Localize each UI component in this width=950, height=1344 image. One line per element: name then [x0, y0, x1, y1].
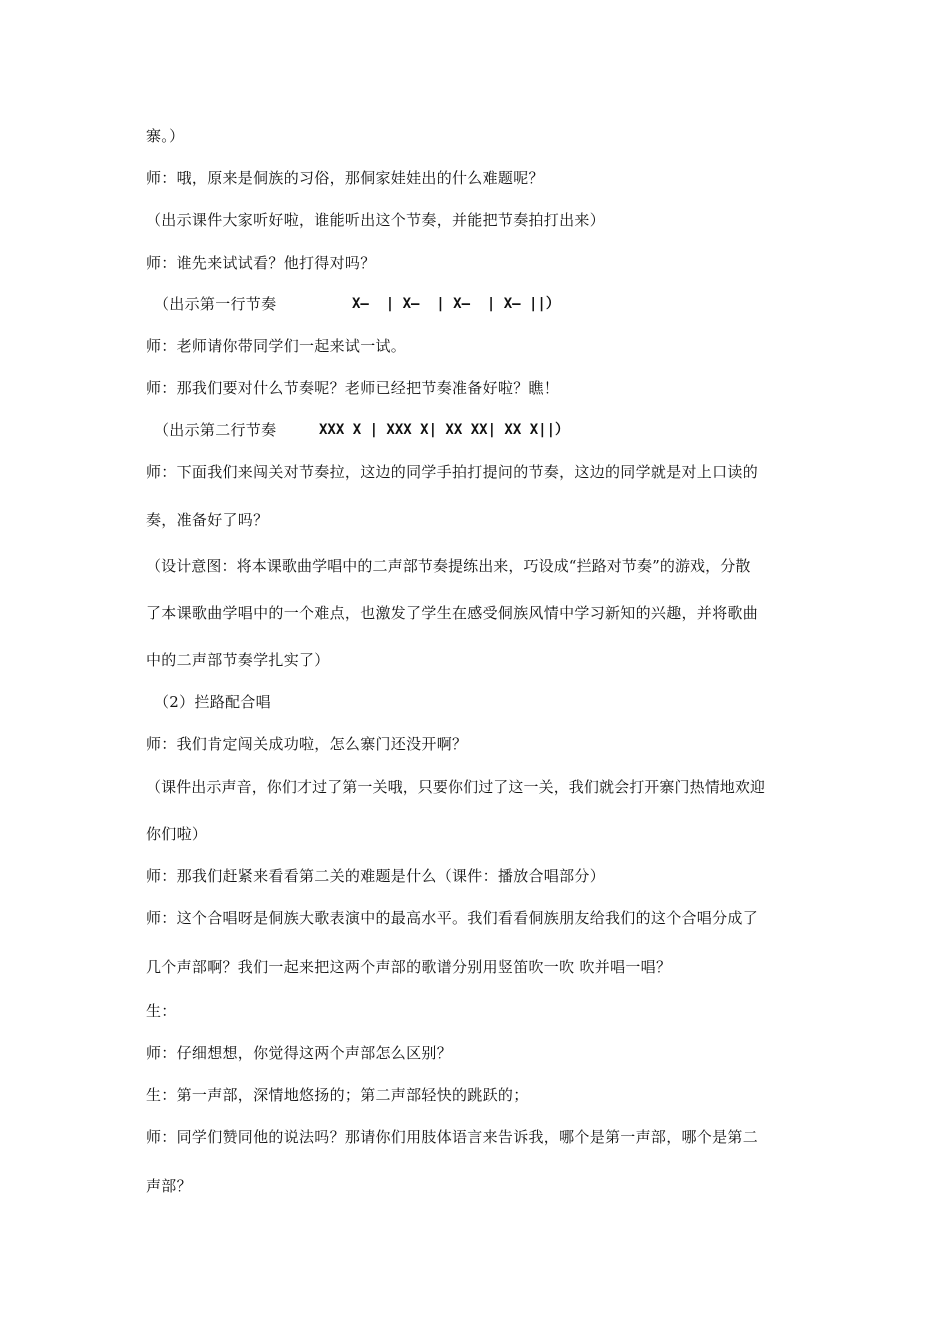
text-line: 你们啦）	[146, 825, 208, 843]
text-line: 师：谁先来试试看？他打得对吗？	[146, 254, 376, 272]
text-line: 师：那我们赶紧来看看第二关的难题是什么（课件：播放合唱部分）	[146, 867, 606, 885]
text-line: 师：老师请你带同学们一起来试一试。	[146, 337, 407, 355]
text-line: 中的二声部节奏学扎实了）	[146, 651, 330, 669]
text-line: （2）拦路配合唱	[154, 693, 271, 711]
text-line: 声部？	[146, 1177, 192, 1195]
text-line: 生：	[146, 1002, 177, 1020]
text-line: （出示第二行节奏	[154, 421, 277, 439]
rhythm-line-1: X— | X— | X— | X— ||）	[352, 296, 560, 312]
text-line: 师：哦，原来是侗族的习俗，那侗家娃娃出的什么难题呢？	[146, 169, 544, 187]
text-line: 寨。）	[146, 127, 185, 145]
text-line: （设计意图：将本课歌曲学唱中的二声部节奏提练出来，巧设成“拦路对节奏”的游戏，分散	[146, 557, 751, 575]
text-line: （出示课件大家听好啦，谁能听出这个节奏，并能把节奏拍打出来）	[146, 211, 606, 229]
text-line: （出示第一行节奏	[154, 295, 277, 313]
text-line: 师：这个合唱呀是侗族大歌表演中的最高水平。我们看看侗族朋友给我们的这个合唱分成了	[146, 909, 759, 927]
text-line: （课件出示声音，你们才过了第一关哦，只要你们过了这一关，我们就会打开寨门热情地欢迎	[146, 778, 766, 796]
text-line: 几个声部啊？我们一起来把这两个声部的歌谱分别用竖笛吹一吹 吹并唱一唱？	[146, 958, 672, 976]
text-line: 师：下面我们来闯关对节奏拉，这边的同学手拍打提问的节奏，这边的同学就是对上口读的	[146, 463, 759, 481]
text-line: 了本课歌曲学唱中的一个难点，也激发了学生在感受侗族风情中学习新知的兴趣，并将歌曲	[146, 604, 759, 622]
text-line: 师：那我们要对什么节奏呢？老师已经把节奏准备好啦？瞧！	[146, 379, 560, 397]
text-line: 生：第一声部，深情地悠扬的；第二声部轻快的跳跃的；	[146, 1086, 529, 1104]
text-line: 奏，准备好了吗？	[146, 511, 269, 529]
rhythm-line-2: XXX X | XXX X| XX XX| XX X||）	[319, 422, 570, 438]
text-line: 师：仔细想想，你觉得这两个声部怎么区别？	[146, 1044, 453, 1062]
text-line: 师：我们肯定闯关成功啦，怎么寨门还没开啊？	[146, 735, 468, 753]
text-line: 师：同学们赞同他的说法吗？那请你们用肢体语言来告诉我，哪个是第一声部，哪个是第二	[146, 1128, 759, 1146]
